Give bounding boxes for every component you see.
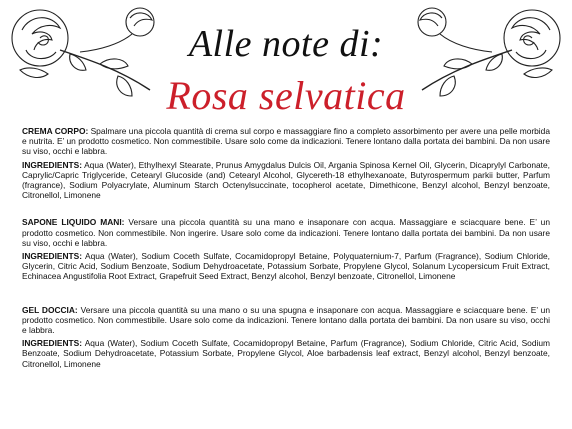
gel-doccia-usage — [22, 305, 550, 336]
ingredients-label: INGREDIENTS: — [22, 251, 83, 262]
gel-doccia-ingredients — [22, 338, 550, 369]
rose-illustration-right — [392, 0, 572, 120]
product-info — [22, 126, 550, 372]
crema-corpo-heading: CREMA CORPO: — [22, 126, 89, 136]
crema-corpo-usage — [22, 126, 550, 157]
ingredients-label: INGREDIENTS: — [22, 159, 83, 170]
sapone-mani-usage — [22, 217, 550, 248]
gel-doccia-usage-text: Versare una piccola quantità su una mano o su una spugna e insaponare con acqua. Massaggiare e sciacquare bene. E’ un prodotto cosmetico. Non commestibile. Usare solo come da indicazioni. Tenere lontano dalla portata dei bambini. Da non usare su viso, occhi e labbra. — [22, 304, 550, 336]
crema-corpo-usage-text: Spalmare una piccola quantità di crema sul corpo e massaggiare fino a completo assorbimento per avere una pelle morbida e nutrita. E’ un prodotto cosmetico. Non commestibile. Usare solo come da indicazioni. Tenere lontano dalla portata dei bambini. Da non usare su viso, occhi e labbra. — [22, 126, 550, 157]
sapone-mani-heading: SAPONE LIQUIDO MANI: — [22, 217, 125, 228]
title-line-1: Alle note di: — [188, 23, 384, 65]
header — [0, 0, 572, 120]
ingredients-label: INGREDIENTS: — [22, 338, 83, 349]
crema-corpo-ingredients-text: Aqua (Water), Ethylhexyl Stearate, Prunus Amygdalus Dulcis Oil, Argania Spinosa Kernel Oil, Glycerin, Dicaprylyl Carbonate, Caprylic/Capric Triglyceride, Cetearyl Glucoside (and) Cetearyl Alcohol, Glycereth-18 ethylhexanoate, Butyrospermum parkii butter, Parfum (fragrance), Sodium Polyacrylate, Aluminum Starch Octenylsuccinate, tocopherol acetate, Dimethicone, Benzyl alcohol, Benzyl benzoate, Citronellol, Limonene — [22, 159, 550, 201]
spacer — [22, 285, 550, 305]
title-line-2: Rosa selvatica — [166, 73, 406, 118]
sapone-mani-usage-text: Versare una piccola quantità su una mano e insaponare con acqua. Massaggiare e sciacquare bene. E’ un prodotto cosmetico. Non commestibile. Non ingerire. Usare solo come da indicazioni. Tenere lontano dalla portata dei bambini. Da non usare su viso, occhi e labbra. — [22, 217, 551, 248]
spacer — [22, 203, 550, 217]
crema-corpo-ingredients — [22, 160, 550, 201]
gel-doccia-ingredients-text: Aqua (Water), Sodium Coceth Sulfate, Cocamidopropyl Betaine, Parfum (Fragrance), Sodium Chloride, Citric Acid, Sodium Benzoate, Sodium Dehydroacetate, Potassium Sorbate, Propylene Glycol, Aloe barbadensis leaf extract, Benzyl alcohol, Benzyl benzoate, Citronellol, Limonene — [22, 338, 550, 369]
gel-doccia-heading: GEL DOCCIA: — [22, 304, 78, 315]
sapone-mani-ingredients-text: Aqua (Water), Sodium Coceth Sulfate, Cocamidopropyl Betaine, Polyquaternium-7, Parfum (Fragrance), Sodium Chloride, Glycerin, Citric Acid, Sodium Benzoate, Sodium Dehydroacetate, Potassium Sorbate, Propylene Glycol, Solanum Lycopersicum Fruit Extract, Echinacea Angustifolia Root Extract, Grapefruit Seed Extract, Benzyl alcohol, Benzyl benzoate, Citronellol, Limonene — [22, 251, 550, 282]
sapone-mani-ingredients — [22, 251, 550, 282]
